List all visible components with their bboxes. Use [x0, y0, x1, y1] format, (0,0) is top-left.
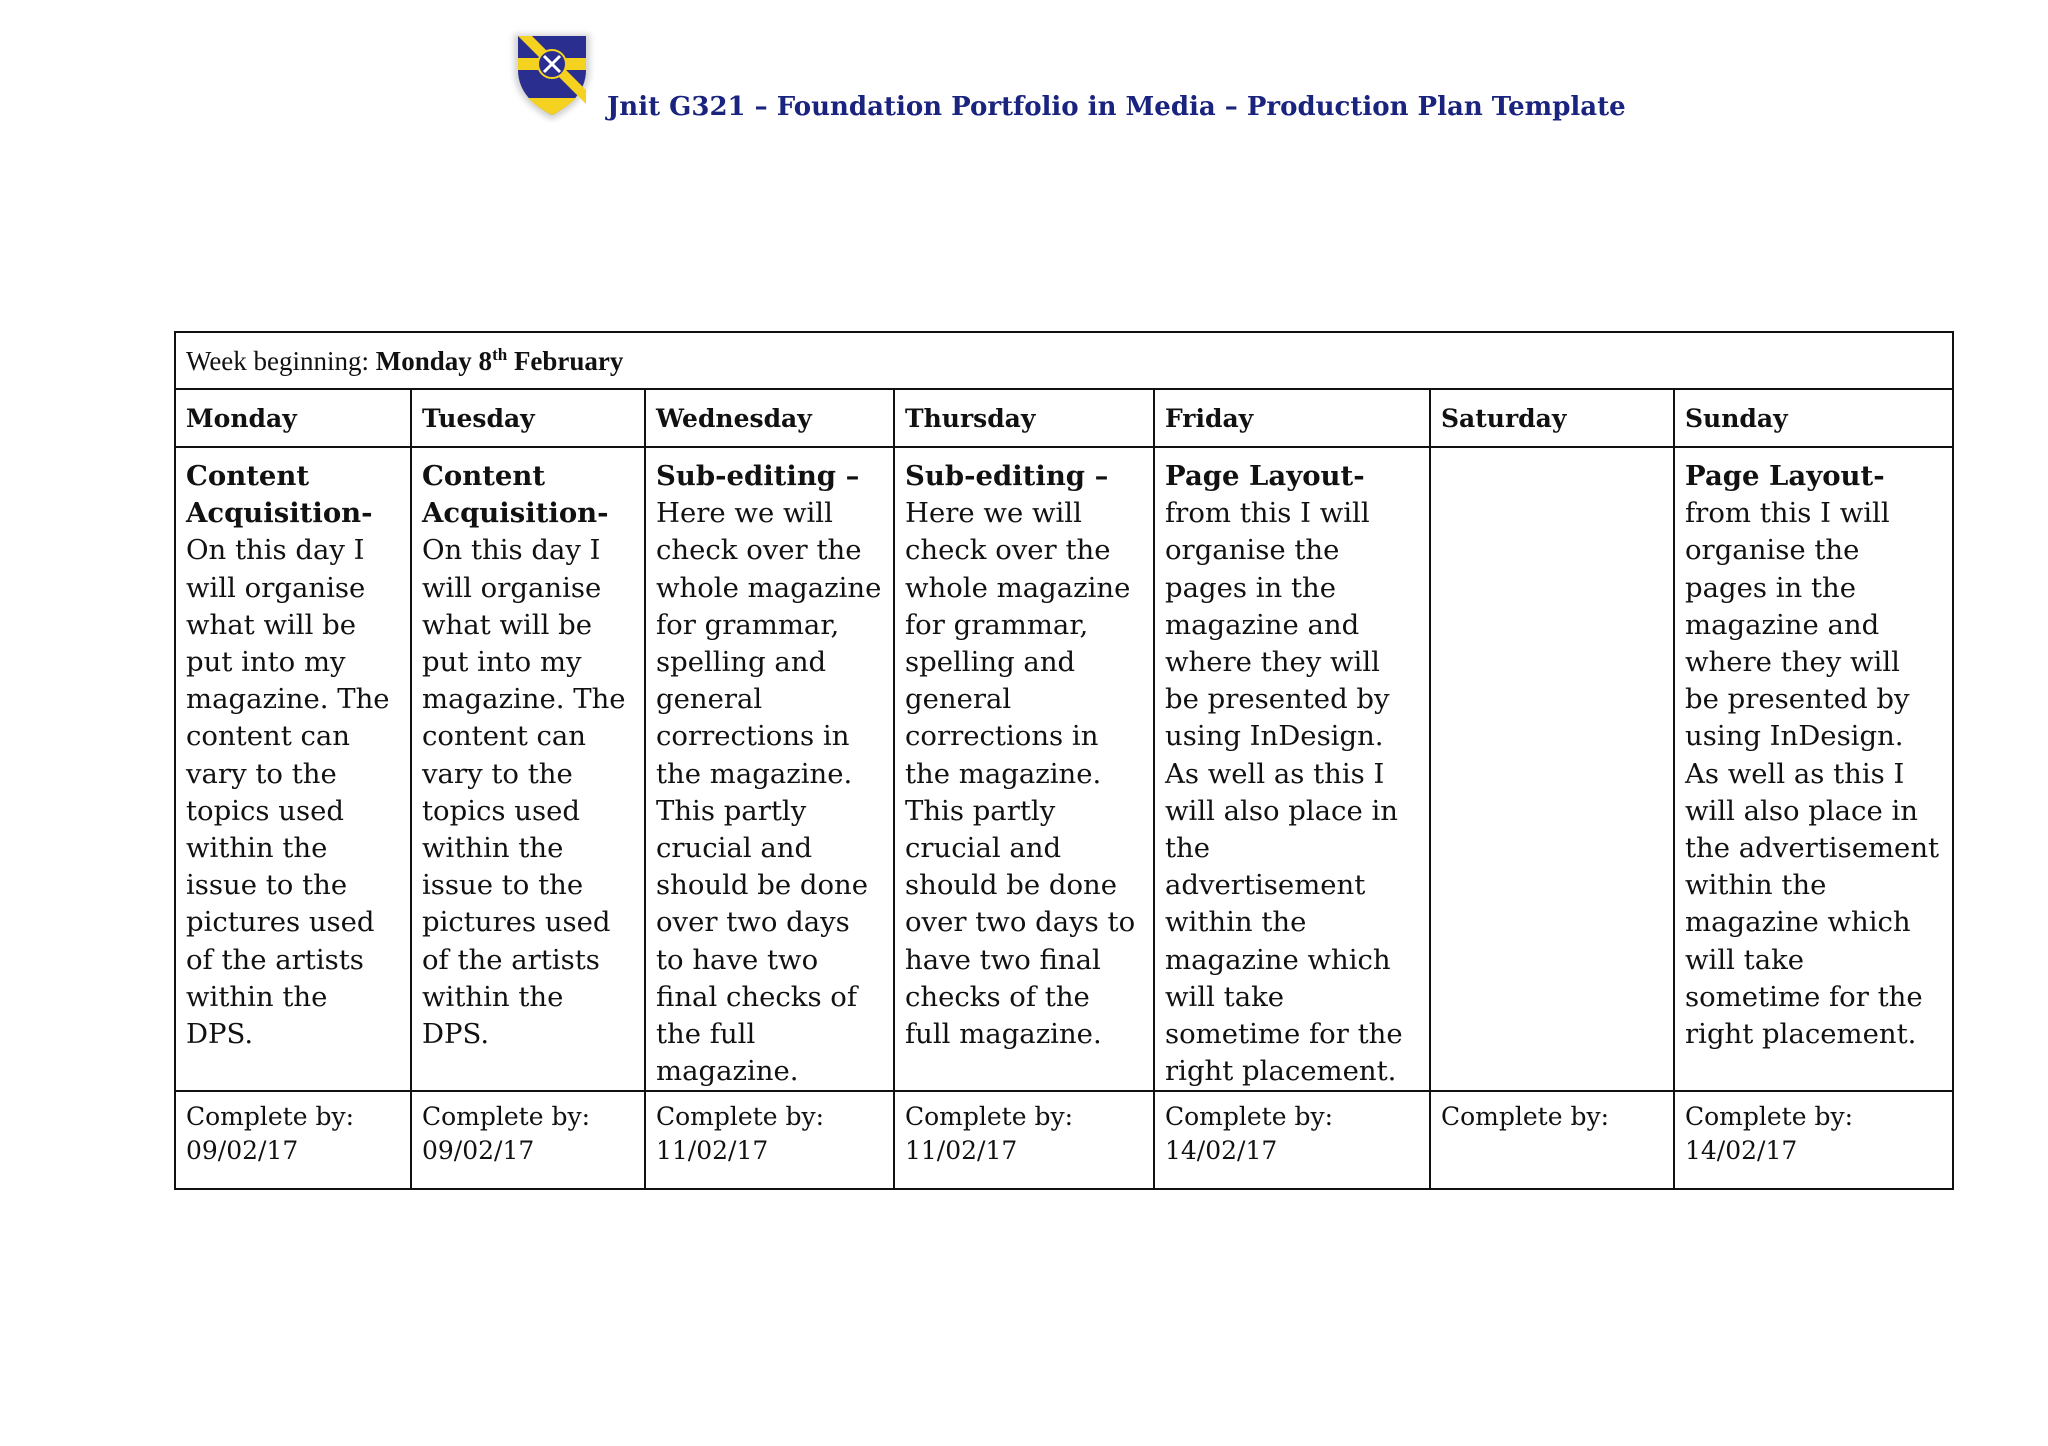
week-row [175, 332, 1953, 389]
complete-cell-monday [175, 1091, 411, 1189]
complete-cell-sunday [1674, 1091, 1953, 1189]
task-cell-sunday [1674, 447, 1953, 1091]
task-title: Page Layout- [1165, 460, 1365, 492]
complete-label: Complete by: [905, 1102, 1074, 1132]
complete-date: 09/02/17 [186, 1136, 299, 1166]
complete-cell-tuesday [411, 1091, 645, 1189]
complete-cell-thursday [894, 1091, 1154, 1189]
task-cell-friday [1154, 447, 1430, 1091]
task-cell-tuesday [411, 447, 645, 1091]
day-header-row [175, 389, 1953, 447]
complete-date: 11/02/17 [656, 1136, 769, 1166]
complete-label: Complete by: [1165, 1102, 1334, 1132]
complete-by-row [175, 1091, 1953, 1189]
complete-date: 14/02/17 [1685, 1136, 1798, 1166]
document-title: Jnit G321 – Foundation Portfolio in Media – Production Plan Template [607, 92, 1626, 122]
complete-date: 14/02/17 [1165, 1136, 1278, 1166]
day-header-sunday: Sunday [1674, 389, 1953, 447]
week-beginning-month: February [507, 345, 624, 376]
complete-cell-wednesday [645, 1091, 894, 1189]
task-cell-thursday [894, 447, 1154, 1091]
complete-label: Complete by: [186, 1102, 355, 1132]
task-description: Here we will check over the whole magazine for grammar, spelling and general corrections in the magazine. This partly crucial and should be done over two days to have two final checks of the full magazine. [656, 497, 882, 1088]
task-description: Here we will check over the whole magazine for grammar, spelling and general corrections in the magazine. This partly crucial and should be done over two days to have two final checks of the full magazine. [905, 497, 1136, 1051]
task-title: Sub-editing – [656, 460, 860, 492]
day-header-thursday: Thursday [894, 389, 1154, 447]
production-plan-table [174, 331, 1954, 1190]
school-crest-icon [506, 24, 598, 124]
day-header-saturday: Saturday [1430, 389, 1674, 447]
day-header-wednesday: Wednesday [645, 389, 894, 447]
task-description: from this I will organise the pages in the magazine and where they will be presented by using InDesign. As well as this I will also place in the advertisement within the magazine which will take sometime for the right placement. [1165, 497, 1403, 1088]
day-header-friday: Friday [1154, 389, 1430, 447]
task-title: Sub-editing – [905, 460, 1109, 492]
week-beginning-label: Week beginning: [186, 345, 376, 376]
task-cell-wednesday [645, 447, 894, 1091]
day-header-tuesday: Tuesday [411, 389, 645, 447]
week-beginning-ordinal: th [492, 344, 508, 364]
task-title: Content Acquisition- [422, 460, 609, 530]
task-description: from this I will organise the pages in the magazine and where they will be presented by using InDesign. As well as this I will also place in the advertisement within the magazine which will take sometime for the right placement. [1685, 497, 1940, 1051]
task-cell-monday [175, 447, 411, 1091]
complete-date: 11/02/17 [905, 1136, 1018, 1166]
task-description: On this day I will organise what will be put into my magazine. The content can vary to the topics used within the issue to the pictures used of the artists within the DPS. [422, 534, 626, 1051]
task-title: Content Acquisition- [186, 460, 373, 530]
week-beginning-cell [175, 332, 1953, 389]
task-description: On this day I will organise what will be put into my magazine. The content can vary to the topics used within the issue to the pictures used of the artists within the DPS. [186, 534, 390, 1051]
complete-cell-friday [1154, 1091, 1430, 1189]
complete-label: Complete by: [656, 1102, 825, 1132]
complete-cell-saturday [1430, 1091, 1674, 1189]
task-title: Page Layout- [1685, 460, 1885, 492]
complete-date: 09/02/17 [422, 1136, 535, 1166]
week-beginning-value: Monday 8 [375, 345, 493, 376]
task-cell-saturday [1430, 447, 1674, 1091]
task-row [175, 447, 1953, 1091]
day-header-monday: Monday [175, 389, 411, 447]
complete-label: Complete by: [1685, 1102, 1854, 1132]
complete-label: Complete by: [1441, 1102, 1610, 1132]
complete-label: Complete by: [422, 1102, 591, 1132]
